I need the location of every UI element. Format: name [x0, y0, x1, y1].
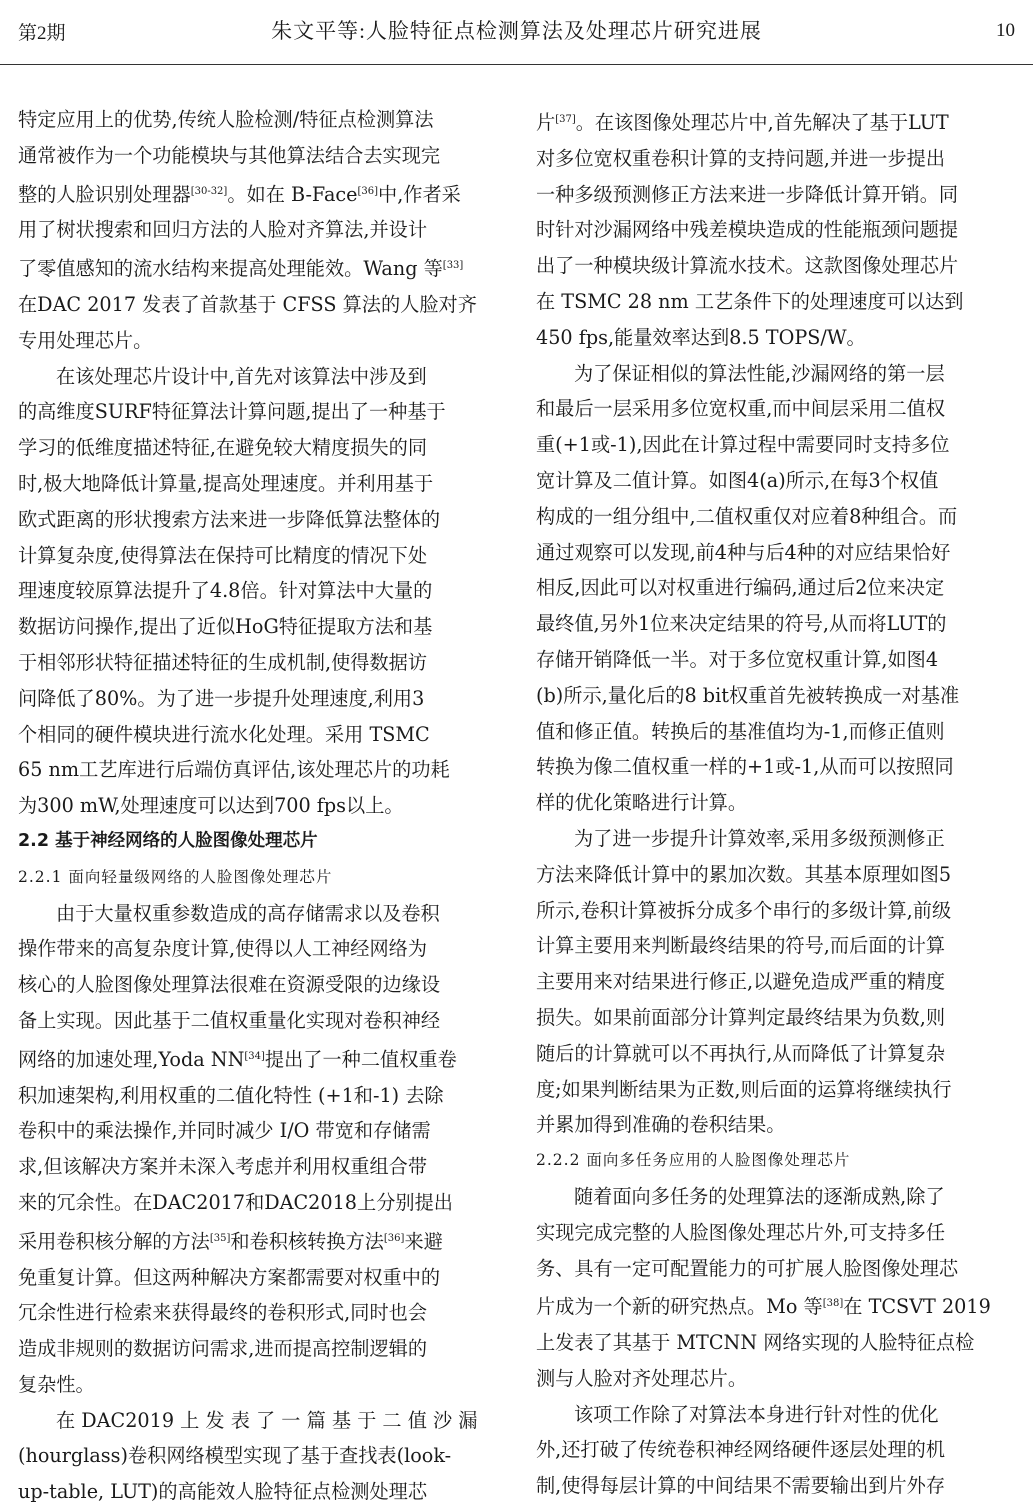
text-line	[18, 609, 496, 645]
text-line	[536, 714, 1014, 750]
text-span: 对多位宽权重卷积计算的支持问题,并进一步提出	[536, 146, 946, 170]
text-line	[536, 857, 1014, 893]
text-line	[536, 678, 1014, 714]
text-line	[18, 538, 496, 574]
text-span: 问降低了80%。为了进一步提升处理速度,利用3	[18, 686, 425, 710]
text-line	[536, 1432, 1014, 1468]
text-line	[18, 323, 496, 359]
text-span: 损失。如果前面部分计算判定最终结果为负数,则	[536, 1005, 946, 1029]
text-span: 在 TCSVT 2019	[843, 1295, 991, 1319]
text-line	[536, 821, 1014, 857]
citation-ref: [30-32]	[190, 185, 228, 197]
text-span: 提出了一种二值权重卷	[264, 1047, 457, 1071]
text-line	[536, 1361, 1014, 1397]
text-span: 一种多级预测修正方法来进一步降低计算开销。同	[536, 182, 959, 206]
text-span: 个相同的硬件模块进行流水化处理。采用 TSMC	[18, 722, 430, 746]
text-line	[18, 645, 496, 681]
text-span: 和卷积核转换方法	[230, 1229, 384, 1253]
text-span: 所示,卷积计算被拆分成多个串行的多级计算,前级	[536, 898, 952, 922]
text-span: 450 fps,能量效率达到8.5 TOPS/W。	[536, 325, 866, 349]
text-span: 为300 mW,处理速度可以达到700 fps以上。	[18, 794, 404, 818]
text-span: 来避	[404, 1229, 443, 1253]
text-line	[18, 287, 496, 323]
text-line	[18, 1331, 496, 1367]
text-line	[536, 356, 1014, 392]
text-span: 核心的人脸图像处理算法很难在资源受限的边缘设	[18, 973, 441, 997]
text-line	[18, 1039, 496, 1078]
text-span: 宽计算及二值计算。如图4(a)所示,在每3个权值	[536, 468, 939, 492]
text-line	[536, 248, 1014, 284]
text-span: 相反,因此可以对权重进行编码,通过后2位来决定	[536, 576, 945, 600]
text-span: 通过观察可以发现,前4种与后4种的对应结果恰好	[536, 540, 951, 564]
text-line	[536, 570, 1014, 606]
text-line	[536, 427, 1014, 463]
text-span: 于相邻形状特征描述特征的生成机制,使得数据访	[18, 650, 428, 674]
text-line	[536, 1179, 1014, 1215]
text-span: 样的优化策略进行计算。	[536, 791, 748, 815]
text-span: 在该处理芯片设计中,首先对该算法中涉及到	[56, 364, 427, 388]
text-span: 在 DAC2019 上 发 表 了 一 篇 基 于 二 值 沙 漏	[56, 1408, 478, 1432]
subsection-heading: 2.2.2 面向多任务应用的人脸图像处理芯片	[536, 1151, 851, 1170]
text-span: 务、具有一定可配置能力的可扩展人脸图像处理芯	[536, 1256, 959, 1280]
text-span: 制,使得每层计算的中间结果不需要输出到片外存	[536, 1474, 946, 1498]
page-header	[0, 0, 1033, 65]
text-span: 测与人脸对齐处理芯片。	[536, 1366, 748, 1390]
text-span: 出了一种模块级计算流水技术。这款图像处理芯片	[536, 254, 959, 278]
text-span: 积加速架构,利用权重的二值化特性 (+1和-1) 去除	[18, 1083, 444, 1107]
text-span: 由于大量权重参数造成的高存储需求以及卷积	[56, 901, 440, 925]
text-span: 上发表了其基于 MTCNN 网络实现的人脸特征点检	[536, 1331, 975, 1355]
citation-ref: [35]	[209, 1232, 231, 1244]
text-line	[18, 1438, 496, 1474]
text-line	[18, 430, 496, 466]
text-span: 专用处理芯片。	[18, 328, 153, 352]
text-span: 重(+1或-1),因此在计算过程中需要同时支持多位	[536, 433, 950, 457]
text-line	[536, 1468, 1014, 1504]
text-line	[536, 535, 1014, 571]
text-line	[18, 896, 496, 932]
text-line	[536, 463, 1014, 499]
section-heading: 2.2 基于神经网络的人脸图像处理芯片	[18, 830, 318, 851]
text-line	[18, 1185, 496, 1221]
text-span: 转换为像二值权重一样的+1或-1,从而可以按照同	[536, 755, 954, 779]
text-line	[18, 394, 496, 430]
citation-ref: [38]	[822, 1298, 844, 1310]
text-line	[18, 174, 496, 213]
text-line	[536, 964, 1014, 1000]
text-span: 构成的一组分组中,二值权重仅对应着8种组合。而	[536, 504, 958, 528]
text-span: 在DAC 2017 发表了首款基于 CFSS 算法的人脸对齐	[18, 292, 477, 316]
text-line	[536, 642, 1014, 678]
text-span: 计算主要用来判断最终结果的符号,而后面的计算	[536, 934, 946, 958]
text-line	[536, 284, 1014, 320]
text-span: 度;如果判断结果为正数,则后面的运算将继续执行	[536, 1077, 952, 1101]
text-line	[18, 1474, 496, 1510]
text-span: 复杂性。	[18, 1372, 95, 1396]
text-line	[536, 320, 1014, 356]
text-span: 数据访问操作,提出了近似HoG特征提取方法和基	[18, 615, 433, 639]
text-span: 为了保证相似的算法性能,沙漏网络的第一层	[574, 361, 945, 385]
text-line	[536, 1215, 1014, 1251]
text-span: 实现完成完整的人脸图像处理芯片外,可支持多任	[536, 1220, 946, 1244]
text-span: 采用卷积核分解的方法	[18, 1229, 210, 1253]
text-span: 片	[536, 111, 556, 134]
text-span: 整的人脸识别处理器	[18, 182, 191, 206]
text-span: 。在该图像处理芯片中,首先解决了基于LUT	[575, 111, 949, 134]
text-span: up-table, LUT)的高能效人脸特征点检测处理芯	[18, 1480, 428, 1504]
text-span: 欧式距离的形状搜索方法来进一步降低算法整体的	[18, 507, 441, 531]
text-span: 了零值感知的流水结构来提高处理能效。Wang 等	[18, 257, 443, 281]
text-span: 中,作者采	[378, 182, 461, 206]
text-line	[18, 1003, 496, 1039]
running-title: 朱文平等:人脸特征点检测算法及处理芯片研究进展	[271, 19, 762, 43]
text-line	[536, 1107, 1014, 1143]
text-line	[18, 466, 496, 502]
text-span: 的高维度SURF特征算法计算问题,提出了一种基于	[18, 400, 446, 424]
text-span: 卷积中的乘法操作,并同时减少 I/O 带宽和存储需	[18, 1119, 431, 1143]
text-span: 片成为一个新的研究热点。Mo 等	[536, 1295, 823, 1319]
text-line	[18, 573, 496, 609]
text-line	[536, 1000, 1014, 1036]
text-line	[536, 1325, 1014, 1361]
text-line	[18, 212, 496, 248]
text-line	[536, 1036, 1014, 1072]
text-line	[18, 1149, 496, 1185]
text-span: 计算复杂度,使得算法在保持可比精度的情况下处	[18, 543, 428, 567]
text-span: 方法来降低计算中的累加次数。其基本原理如图5	[536, 862, 952, 886]
text-span: 时,极大地降低计算量,提高处理速度。并利用基于	[18, 471, 434, 495]
text-line	[536, 212, 1014, 248]
text-line	[18, 1260, 496, 1296]
text-line	[536, 1397, 1014, 1433]
left-column	[18, 102, 496, 1510]
text-span: (b)所示,量化后的8 bit权重首先被转换成一对基准	[536, 683, 960, 707]
text-span: 来的冗余性。在DAC2017和DAC2018上分别提出	[18, 1190, 453, 1214]
text-span: 主要用来对结果进行修正,以避免造成严重的精度	[536, 970, 946, 994]
page-number: 10	[996, 20, 1015, 41]
text-line	[18, 752, 496, 788]
text-line	[18, 717, 496, 753]
text-span: 65 nm工艺库进行后端仿真评估,该处理芯片的功耗	[18, 758, 450, 782]
text-span: 该项工作除了对算法本身进行针对性的优化	[574, 1402, 939, 1426]
citation-ref: [36]	[357, 185, 379, 197]
text-line	[536, 1286, 1014, 1325]
text-span: 在 TSMC 28 nm 工艺条件下的处理速度可以达到	[536, 289, 964, 313]
text-line	[18, 102, 496, 138]
text-span: 网络的加速处理,Yoda NN	[18, 1047, 245, 1071]
text-span: 值和修正值。转换后的基准值均为-1,而修正值则	[536, 719, 945, 743]
text-line	[18, 1113, 496, 1149]
text-line	[18, 681, 496, 717]
citation-ref: [34]	[244, 1050, 265, 1062]
text-line	[536, 749, 1014, 785]
issue-label: 第2期	[18, 23, 66, 44]
text-line	[536, 499, 1014, 535]
text-line	[18, 1367, 496, 1403]
text-line	[18, 1221, 496, 1260]
text-span: (hourglass)卷积网络模型实现了基于查找表(look-	[18, 1444, 452, 1468]
text-line	[536, 141, 1014, 177]
text-line	[536, 785, 1014, 821]
text-span: 操作带来的高复杂度计算,使得以人工神经网络为	[18, 937, 428, 961]
text-span: 求,但该解决方案并未深入考虑并利用权重组合带	[18, 1155, 428, 1179]
text-span: 和最后一层采用多位宽权重,而中间层采用二值权	[536, 397, 946, 421]
text-line	[536, 606, 1014, 642]
text-line	[18, 1078, 496, 1114]
text-line	[18, 967, 496, 1003]
text-span: 用了树状搜索和回归方法的人脸对齐算法,并设计	[18, 218, 428, 242]
text-span: 外,还打破了传统卷积神经网络硬件逐层处理的机	[536, 1438, 946, 1462]
text-line	[536, 391, 1014, 427]
text-span: 造成非规则的数据访问需求,进而提高控制逻辑的	[18, 1337, 428, 1361]
text-line	[18, 1295, 496, 1331]
text-line	[18, 1403, 496, 1439]
text-span: 随着面向多任务的处理算法的逐渐成熟,除了	[574, 1184, 945, 1208]
text-span: 学习的低维度描述特征,在避免较大精度损失的同	[18, 436, 428, 460]
text-line	[18, 788, 496, 824]
subsection-heading: 2.2.1 面向轻量级网络的人脸图像处理芯片	[18, 867, 333, 886]
text-span: 免重复计算。但这两种解决方案都需要对权重中的	[18, 1265, 441, 1289]
text-line	[536, 893, 1014, 929]
text-line	[536, 177, 1014, 213]
citation-ref: [33]	[442, 260, 464, 272]
text-span: 时针对沙漏网络中残差模块造成的性能瓶颈问题提	[536, 218, 959, 242]
text-line	[536, 928, 1014, 964]
right-column	[536, 102, 1014, 1504]
text-span: 冗余性进行检索来获得最终的卷积形式,同时也会	[18, 1301, 428, 1325]
citation-ref: [37]	[555, 114, 576, 125]
text-line	[536, 1072, 1014, 1108]
text-span: 特定应用上的优势,传统人脸检测/特征点检测算法	[18, 108, 434, 131]
text-span: 随后的计算就可以不再执行,从而降低了计算复杂	[536, 1041, 946, 1065]
text-line	[536, 1251, 1014, 1287]
text-line	[18, 931, 496, 967]
text-span: 通常被作为一个功能模块与其他算法结合去实现完	[18, 143, 441, 167]
text-span: 为了进一步提升计算效率,采用多级预测修正	[574, 826, 945, 850]
text-line	[18, 502, 496, 538]
text-span: 最终值,另外1位来决定结果的符号,从而将LUT的	[536, 612, 947, 636]
text-span: 并累加得到准确的卷积结果。	[536, 1113, 786, 1137]
text-span: 备上实现。因此基于二值权重量化实现对卷积神经	[18, 1008, 441, 1032]
text-span: 存储开销降低一半。对于多位宽权重计算,如图4	[536, 647, 939, 671]
citation-ref: [36]	[383, 1232, 405, 1244]
text-line	[18, 138, 496, 174]
text-line	[536, 102, 1014, 141]
text-span: 理速度较原算法提升了4.8倍。针对算法中大量的	[18, 579, 433, 603]
text-line	[18, 248, 496, 287]
text-span: 。如在 B-Face	[227, 182, 358, 206]
text-line	[18, 359, 496, 395]
